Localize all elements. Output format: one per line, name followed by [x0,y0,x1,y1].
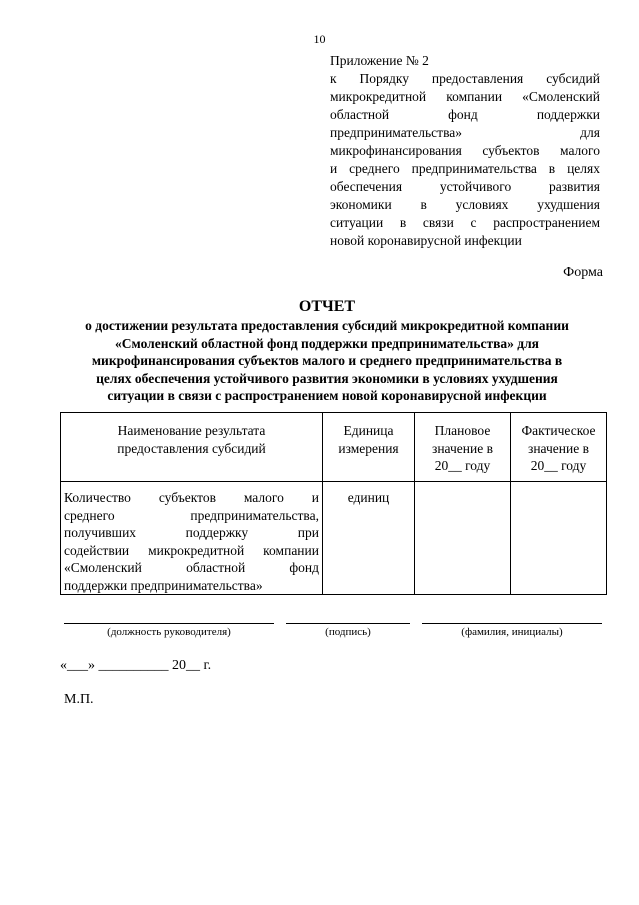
cell-text-line: содействии микрокредитной компании [64,542,319,558]
subtitle-line: о достижении результата предоставления субсидий микрокредитной компании [85,318,569,333]
cell-planned [415,482,511,595]
report-subtitle [40,317,614,405]
cell-result-name [61,482,323,595]
appendix-line: новой коронавирусной инфекции [330,233,522,248]
report-table [60,412,607,595]
appendix-line: предпринимательства» для [330,125,600,140]
signature-line-position [64,623,274,624]
appendix-line: к Порядку предоставления субсидий [330,71,600,86]
header-actual: Фактическое значение в 20__ году [511,413,607,482]
subtitle-line: ситуации в связи с распространением новой коронавирусной инфекции [107,388,547,404]
appendix-line: обеспечения устойчивого развития [330,179,600,194]
cell-text-line: поддержки предпринимательства» [64,577,263,593]
appendix-line: микрофинансирования субъектов малого [330,143,600,158]
appendix-line: областной фонд поддержки [330,107,600,122]
subtitle-line: целях обеспечения устойчивого развития экономики в условиях ухудшения [96,370,558,386]
caption-name: (фамилия, инициалы) [461,626,563,638]
stamp-placeholder: М.П. [64,692,94,707]
appendix-line: и среднего предпринимательства в целях [330,161,600,176]
appendix-line: микрокредитной компании «Смоленский [330,89,600,104]
cell-text-line: среднего предпринимательства, [64,507,319,523]
table-header-row [61,413,607,482]
cell-text-line: «Смоленский областной фонд [64,560,319,575]
appendix-block [330,52,600,250]
form-label: Форма [563,265,603,280]
header-planned: Плановое значение в 20__ году [415,413,511,482]
date-line: «___» __________ 20__ г. [60,658,212,673]
appendix-heading: Приложение № 2 [330,53,429,68]
appendix-line: экономики в условиях ухудшения [330,197,600,212]
header-result-name: Наименование результата предоставления субсидий [61,413,323,482]
page-number: 10 [313,32,326,46]
signature-line-signature [286,623,410,624]
subtitle-line: «Смоленский областной фонд поддержки предпринимательства» для [115,335,539,351]
cell-text-line: Количество субъектов малого и [64,490,319,505]
signature-line-name [422,623,602,624]
cell-unit: единиц [323,482,415,595]
cell-text-line: получивших поддержку при [64,525,319,540]
header-unit: Единица измерения [323,413,415,482]
table-row [61,482,607,595]
caption-position: (должность руководителя) [107,626,231,638]
cell-actual [511,482,607,595]
appendix-line: ситуации в связи с распространением [330,215,600,230]
report-title: ОТЧЕТ [298,298,356,315]
caption-signature: (подпись) [325,626,371,638]
subtitle-line: микрофинансирования субъектов малого и среднего предпринимательства в [91,353,563,369]
